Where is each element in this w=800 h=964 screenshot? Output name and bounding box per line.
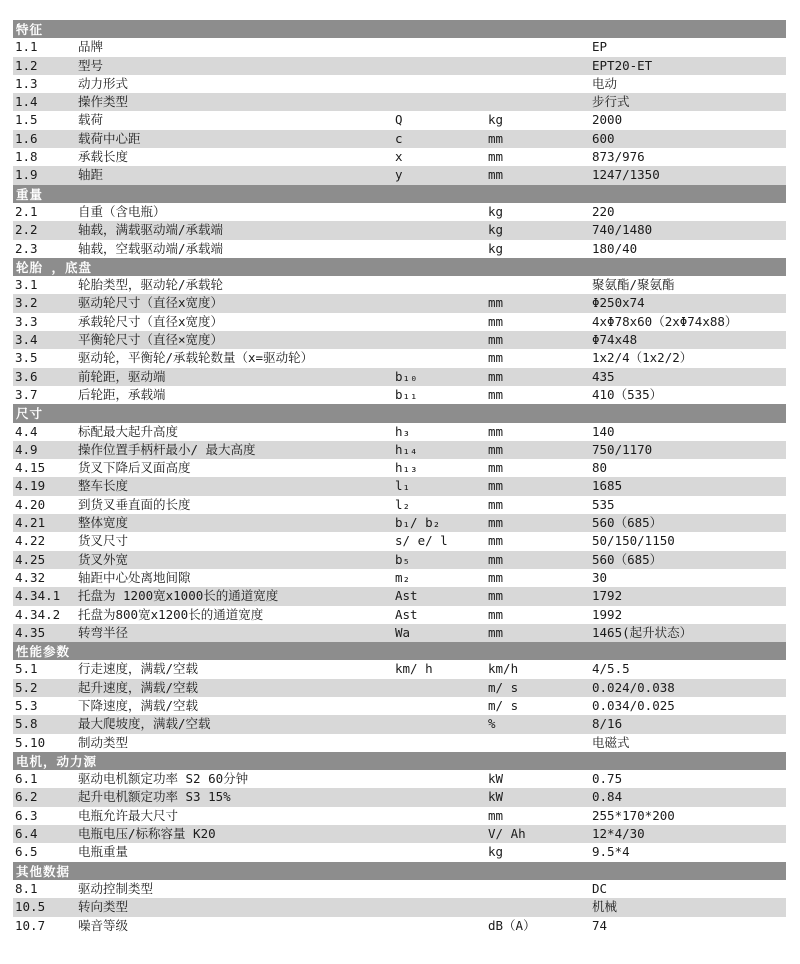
cell-no: 5.8	[15, 716, 38, 732]
cell-unit: m/ s	[488, 697, 519, 713]
cell-unit: mm	[488, 167, 504, 183]
cell-label: 轮胎类型，驱动轮/承载轮	[78, 277, 224, 293]
cell-label: 驱动控制类型	[78, 880, 154, 896]
cell-unit: kW	[488, 789, 504, 805]
cell-no: 4.25	[15, 551, 46, 567]
section-header	[13, 258, 786, 276]
cell-no: 4.22	[15, 533, 46, 549]
cell-unit: mm	[488, 588, 504, 604]
table-row	[13, 93, 786, 111]
cell-no: 4.34.1	[15, 588, 61, 604]
table-row	[13, 532, 786, 550]
cell-unit: mm	[488, 496, 504, 512]
table-row	[13, 294, 786, 312]
cell-label: 最大爬坡度，满载/空载	[78, 716, 211, 732]
cell-value: 8/16	[592, 716, 623, 732]
cell-symbol: Q	[395, 112, 403, 128]
cell-label: 标配最大起升高度	[78, 423, 179, 439]
cell-value: 步行式	[592, 94, 630, 110]
cell-symbol: l₂	[395, 496, 411, 512]
cell-label: 驱动轮，平衡轮/承载轮数量（x=驱动轮）	[78, 350, 314, 366]
table-row	[13, 423, 786, 441]
section-title: 轮胎 ，底盘	[16, 260, 93, 275]
cell-unit: mm	[488, 386, 504, 402]
cell-unit: mm	[488, 515, 504, 531]
cell-label: 操作类型	[78, 94, 129, 110]
cell-label: 托盘为800宽x1200长的通道宽度	[78, 606, 264, 622]
cell-label: 整体宽度	[78, 515, 129, 531]
cell-label: 品牌	[78, 39, 104, 55]
table-row	[13, 441, 786, 459]
cell-label: 承载长度	[78, 149, 129, 165]
cell-unit: km/h	[488, 661, 519, 677]
cell-no: 4.19	[15, 478, 46, 494]
table-row	[13, 843, 786, 861]
cell-unit: mm	[488, 478, 504, 494]
cell-no: 5.10	[15, 734, 46, 750]
table-row	[13, 203, 786, 221]
cell-label: 制动类型	[78, 734, 129, 750]
cell-symbol: b₁₀	[395, 368, 418, 384]
cell-value: 机械	[592, 899, 618, 915]
cell-label: 电瓶电压/标称容量 K20	[78, 826, 216, 842]
cell-value: 750/1170	[592, 441, 653, 457]
cell-no: 1.9	[15, 167, 38, 183]
table-row	[13, 807, 786, 825]
cell-no: 3.1	[15, 277, 38, 293]
cell-no: 8.1	[15, 880, 38, 896]
cell-value: 0.84	[592, 789, 623, 805]
cell-label: 轴载，空载驱动端/承载端	[78, 240, 224, 256]
cell-value: 50/150/1150	[592, 533, 675, 549]
table-row	[13, 57, 786, 75]
cell-no: 4.21	[15, 515, 46, 531]
cell-unit: mm	[488, 295, 504, 311]
cell-value: 1x2/4（1x2/2）	[592, 350, 693, 366]
cell-unit: kW	[488, 771, 504, 787]
cell-no: 2.3	[15, 240, 38, 256]
cell-label: 起升电机额定功率 S3 15%	[78, 789, 231, 805]
cell-value: 电磁式	[592, 734, 630, 750]
cell-symbol: c	[395, 130, 403, 146]
cell-value: 1465(起升状态）	[592, 624, 693, 640]
cell-no: 4.9	[15, 441, 38, 457]
cell-unit: V/ Ah	[488, 826, 526, 842]
cell-label: 噪音等级	[78, 917, 129, 933]
cell-value: 1247/1350	[592, 167, 660, 183]
table-row	[13, 111, 786, 129]
table-row	[13, 569, 786, 587]
table-row	[13, 166, 786, 184]
cell-no: 4.4	[15, 423, 38, 439]
cell-value: 74	[592, 917, 608, 933]
cell-symbol: b₅	[395, 551, 411, 567]
table-row	[13, 75, 786, 93]
cell-no: 2.2	[15, 222, 38, 238]
cell-no: 6.4	[15, 826, 38, 842]
cell-unit: mm	[488, 441, 504, 457]
cell-unit: mm	[488, 332, 504, 348]
table-row	[13, 221, 786, 239]
section-header	[13, 752, 786, 770]
cell-no: 1.1	[15, 39, 38, 55]
cell-label: 轴距中心处离地间隙	[78, 569, 191, 585]
cell-no: 4.35	[15, 624, 46, 640]
cell-value: 12*4/30	[592, 826, 645, 842]
cell-no: 3.6	[15, 368, 38, 384]
cell-unit: mm	[488, 423, 504, 439]
section-header	[13, 185, 786, 203]
cell-label: 到货叉垂直面的长度	[78, 496, 191, 512]
cell-value: 0.024/0.038	[592, 679, 675, 695]
cell-label: 轴载，满载驱动端/承载端	[78, 222, 224, 238]
cell-unit: mm	[488, 149, 504, 165]
table-row	[13, 624, 786, 642]
cell-no: 3.3	[15, 313, 38, 329]
cell-no: 1.5	[15, 112, 38, 128]
cell-value: 560（685）	[592, 551, 663, 567]
cell-unit: %	[488, 716, 496, 732]
cell-unit: mm	[488, 606, 504, 622]
table-row	[13, 734, 786, 752]
cell-value: 435	[592, 368, 615, 384]
cell-label: 载荷中心距	[78, 130, 141, 146]
cell-value: Φ74x48	[592, 332, 638, 348]
cell-symbol: h₃	[395, 423, 411, 439]
section-header	[13, 20, 786, 38]
cell-symbol: Ast	[395, 588, 418, 604]
cell-unit: kg	[488, 844, 504, 860]
table-row	[13, 880, 786, 898]
cell-no: 2.1	[15, 203, 38, 219]
cell-unit: mm	[488, 460, 504, 476]
cell-unit: mm	[488, 350, 504, 366]
table-row	[13, 660, 786, 678]
table-row	[13, 551, 786, 569]
cell-symbol: b₁/ b₂	[395, 515, 441, 531]
cell-no: 1.2	[15, 57, 38, 73]
cell-value: Φ250x74	[592, 295, 645, 311]
section-title: 特征	[16, 22, 44, 38]
table-row	[13, 679, 786, 697]
table-row	[13, 313, 786, 331]
cell-no: 3.4	[15, 332, 38, 348]
cell-label: 载荷	[78, 112, 104, 128]
cell-value: 1685	[592, 478, 623, 494]
cell-value: 535	[592, 496, 615, 512]
cell-symbol: h₁₄	[395, 441, 418, 457]
cell-no: 6.2	[15, 789, 38, 805]
cell-label: 货叉外宽	[78, 551, 129, 567]
table-row	[13, 477, 786, 495]
cell-value: 873/976	[592, 149, 645, 165]
cell-label: 电瓶允许最大尺寸	[78, 807, 179, 823]
cell-unit: mm	[488, 569, 504, 585]
table-row	[13, 331, 786, 349]
cell-symbol: km/ h	[395, 661, 433, 677]
cell-label: 操作位置手柄杆最小/ 最大高度	[78, 441, 256, 457]
cell-value: DC	[592, 880, 608, 896]
table-row	[13, 917, 786, 935]
cell-label: 行走速度，满载/空载	[78, 661, 199, 677]
cell-value: 600	[592, 130, 615, 146]
table-row	[13, 368, 786, 386]
cell-unit: mm	[488, 313, 504, 329]
table-row	[13, 276, 786, 294]
table-row	[13, 38, 786, 56]
section-title: 电机，动力源	[16, 754, 98, 770]
cell-value: EP	[592, 39, 608, 55]
cell-symbol: b₁₁	[395, 386, 418, 402]
cell-value: 740/1480	[592, 222, 653, 238]
cell-unit: kg	[488, 112, 504, 128]
cell-symbol: s/ e/ l	[395, 533, 448, 549]
cell-value: 2000	[592, 112, 623, 128]
cell-unit: dB（A）	[488, 917, 536, 933]
cell-label: 平衡轮尺寸（直径×宽度）	[78, 332, 224, 348]
table-row	[13, 386, 786, 404]
cell-no: 5.3	[15, 697, 38, 713]
cell-label: 转弯半径	[78, 624, 129, 640]
cell-label: 起升速度，满载/空载	[78, 679, 199, 695]
cell-unit: mm	[488, 624, 504, 640]
cell-label: 货叉尺寸	[78, 533, 129, 549]
cell-no: 5.1	[15, 661, 38, 677]
cell-label: 承载轮尺寸（直径x宽度）	[78, 313, 224, 329]
cell-no: 6.3	[15, 807, 38, 823]
cell-value: 140	[592, 423, 615, 439]
cell-label: 自重（含电瓶）	[78, 203, 166, 219]
table-row	[13, 770, 786, 788]
cell-unit: mm	[488, 368, 504, 384]
cell-no: 4.15	[15, 460, 46, 476]
cell-label: 驱动轮尺寸（直径x宽度）	[78, 295, 224, 311]
cell-symbol: h₁₃	[395, 460, 418, 476]
table-row	[13, 715, 786, 733]
cell-no: 1.4	[15, 94, 38, 110]
table-row	[13, 587, 786, 605]
table-row	[13, 148, 786, 166]
table-row	[13, 514, 786, 532]
cell-unit: m/ s	[488, 679, 519, 695]
table-row	[13, 825, 786, 843]
section-header	[13, 862, 786, 880]
cell-label: 动力形式	[78, 75, 129, 91]
cell-label: 转向类型	[78, 899, 129, 915]
table-row	[13, 697, 786, 715]
cell-value: 电动	[592, 75, 618, 91]
cell-no: 10.5	[15, 899, 46, 915]
cell-value: 255*170*200	[592, 807, 675, 823]
table-row	[13, 898, 786, 916]
cell-value: EPT20-ET	[592, 57, 653, 73]
cell-value: 聚氨酯/聚氨酯	[592, 277, 675, 293]
cell-no: 1.8	[15, 149, 38, 165]
cell-symbol: x	[395, 149, 403, 165]
cell-unit: kg	[488, 240, 504, 256]
cell-label: 下降速度，满载/空载	[78, 697, 199, 713]
cell-label: 货叉下降后叉面高度	[78, 460, 191, 476]
cell-no: 4.32	[15, 569, 46, 585]
cell-label: 托盘为 1200宽x1000长的通道宽度	[78, 588, 279, 604]
table-row	[13, 606, 786, 624]
cell-unit: kg	[488, 203, 504, 219]
cell-no: 5.2	[15, 679, 38, 695]
cell-label: 驱动电机额定功率 S2 60分钟	[78, 771, 249, 787]
cell-no: 4.34.2	[15, 606, 61, 622]
cell-unit: mm	[488, 551, 504, 567]
cell-value: 80	[592, 460, 608, 476]
cell-no: 4.20	[15, 496, 46, 512]
section-title: 重量	[16, 186, 44, 202]
cell-label: 型号	[78, 57, 104, 73]
cell-value: 180/40	[592, 240, 638, 256]
cell-no: 3.7	[15, 386, 38, 402]
cell-symbol: m₂	[395, 569, 411, 585]
cell-unit: kg	[488, 222, 504, 238]
cell-value: 1992	[592, 606, 623, 622]
table-row	[13, 788, 786, 806]
section-header	[13, 642, 786, 660]
cell-value: 1792	[592, 588, 623, 604]
cell-symbol: Wa	[395, 624, 411, 640]
cell-value: 9.5*4	[592, 844, 630, 860]
cell-symbol: l₁	[395, 478, 411, 494]
cell-label: 电瓶重量	[78, 844, 129, 860]
cell-unit: mm	[488, 533, 504, 549]
section-title: 性能参数	[16, 644, 71, 660]
cell-unit: mm	[488, 807, 504, 823]
cell-label: 前轮距，驱动端	[78, 368, 166, 384]
cell-value: 30	[592, 569, 608, 585]
cell-value: 410（535）	[592, 386, 663, 402]
cell-symbol: Ast	[395, 606, 418, 622]
cell-value: 220	[592, 203, 615, 219]
table-row	[13, 349, 786, 367]
cell-value: 0.75	[592, 771, 623, 787]
cell-no: 6.5	[15, 844, 38, 860]
cell-no: 10.7	[15, 917, 46, 933]
section-title: 其他数据	[16, 863, 71, 879]
cell-no: 1.6	[15, 130, 38, 146]
table-row	[13, 496, 786, 514]
section-title: 尺寸	[16, 406, 44, 422]
table-row	[13, 130, 786, 148]
spec-sheet-table	[13, 20, 786, 935]
cell-symbol: y	[395, 167, 403, 183]
cell-no: 3.2	[15, 295, 38, 311]
cell-no: 1.3	[15, 75, 38, 91]
cell-no: 6.1	[15, 771, 38, 787]
cell-value: 4xΦ78x60（2xΦ74x88）	[592, 313, 738, 329]
cell-label: 整车长度	[78, 478, 129, 494]
cell-value: 0.034/0.025	[592, 697, 675, 713]
section-header	[13, 404, 786, 422]
table-row	[13, 459, 786, 477]
cell-value: 560（685）	[592, 515, 663, 531]
cell-label: 轴距	[78, 167, 104, 183]
cell-no: 3.5	[15, 350, 38, 366]
cell-value: 4/5.5	[592, 661, 630, 677]
table-row	[13, 240, 786, 258]
cell-unit: mm	[488, 130, 504, 146]
cell-label: 后轮距，承载端	[78, 386, 166, 402]
